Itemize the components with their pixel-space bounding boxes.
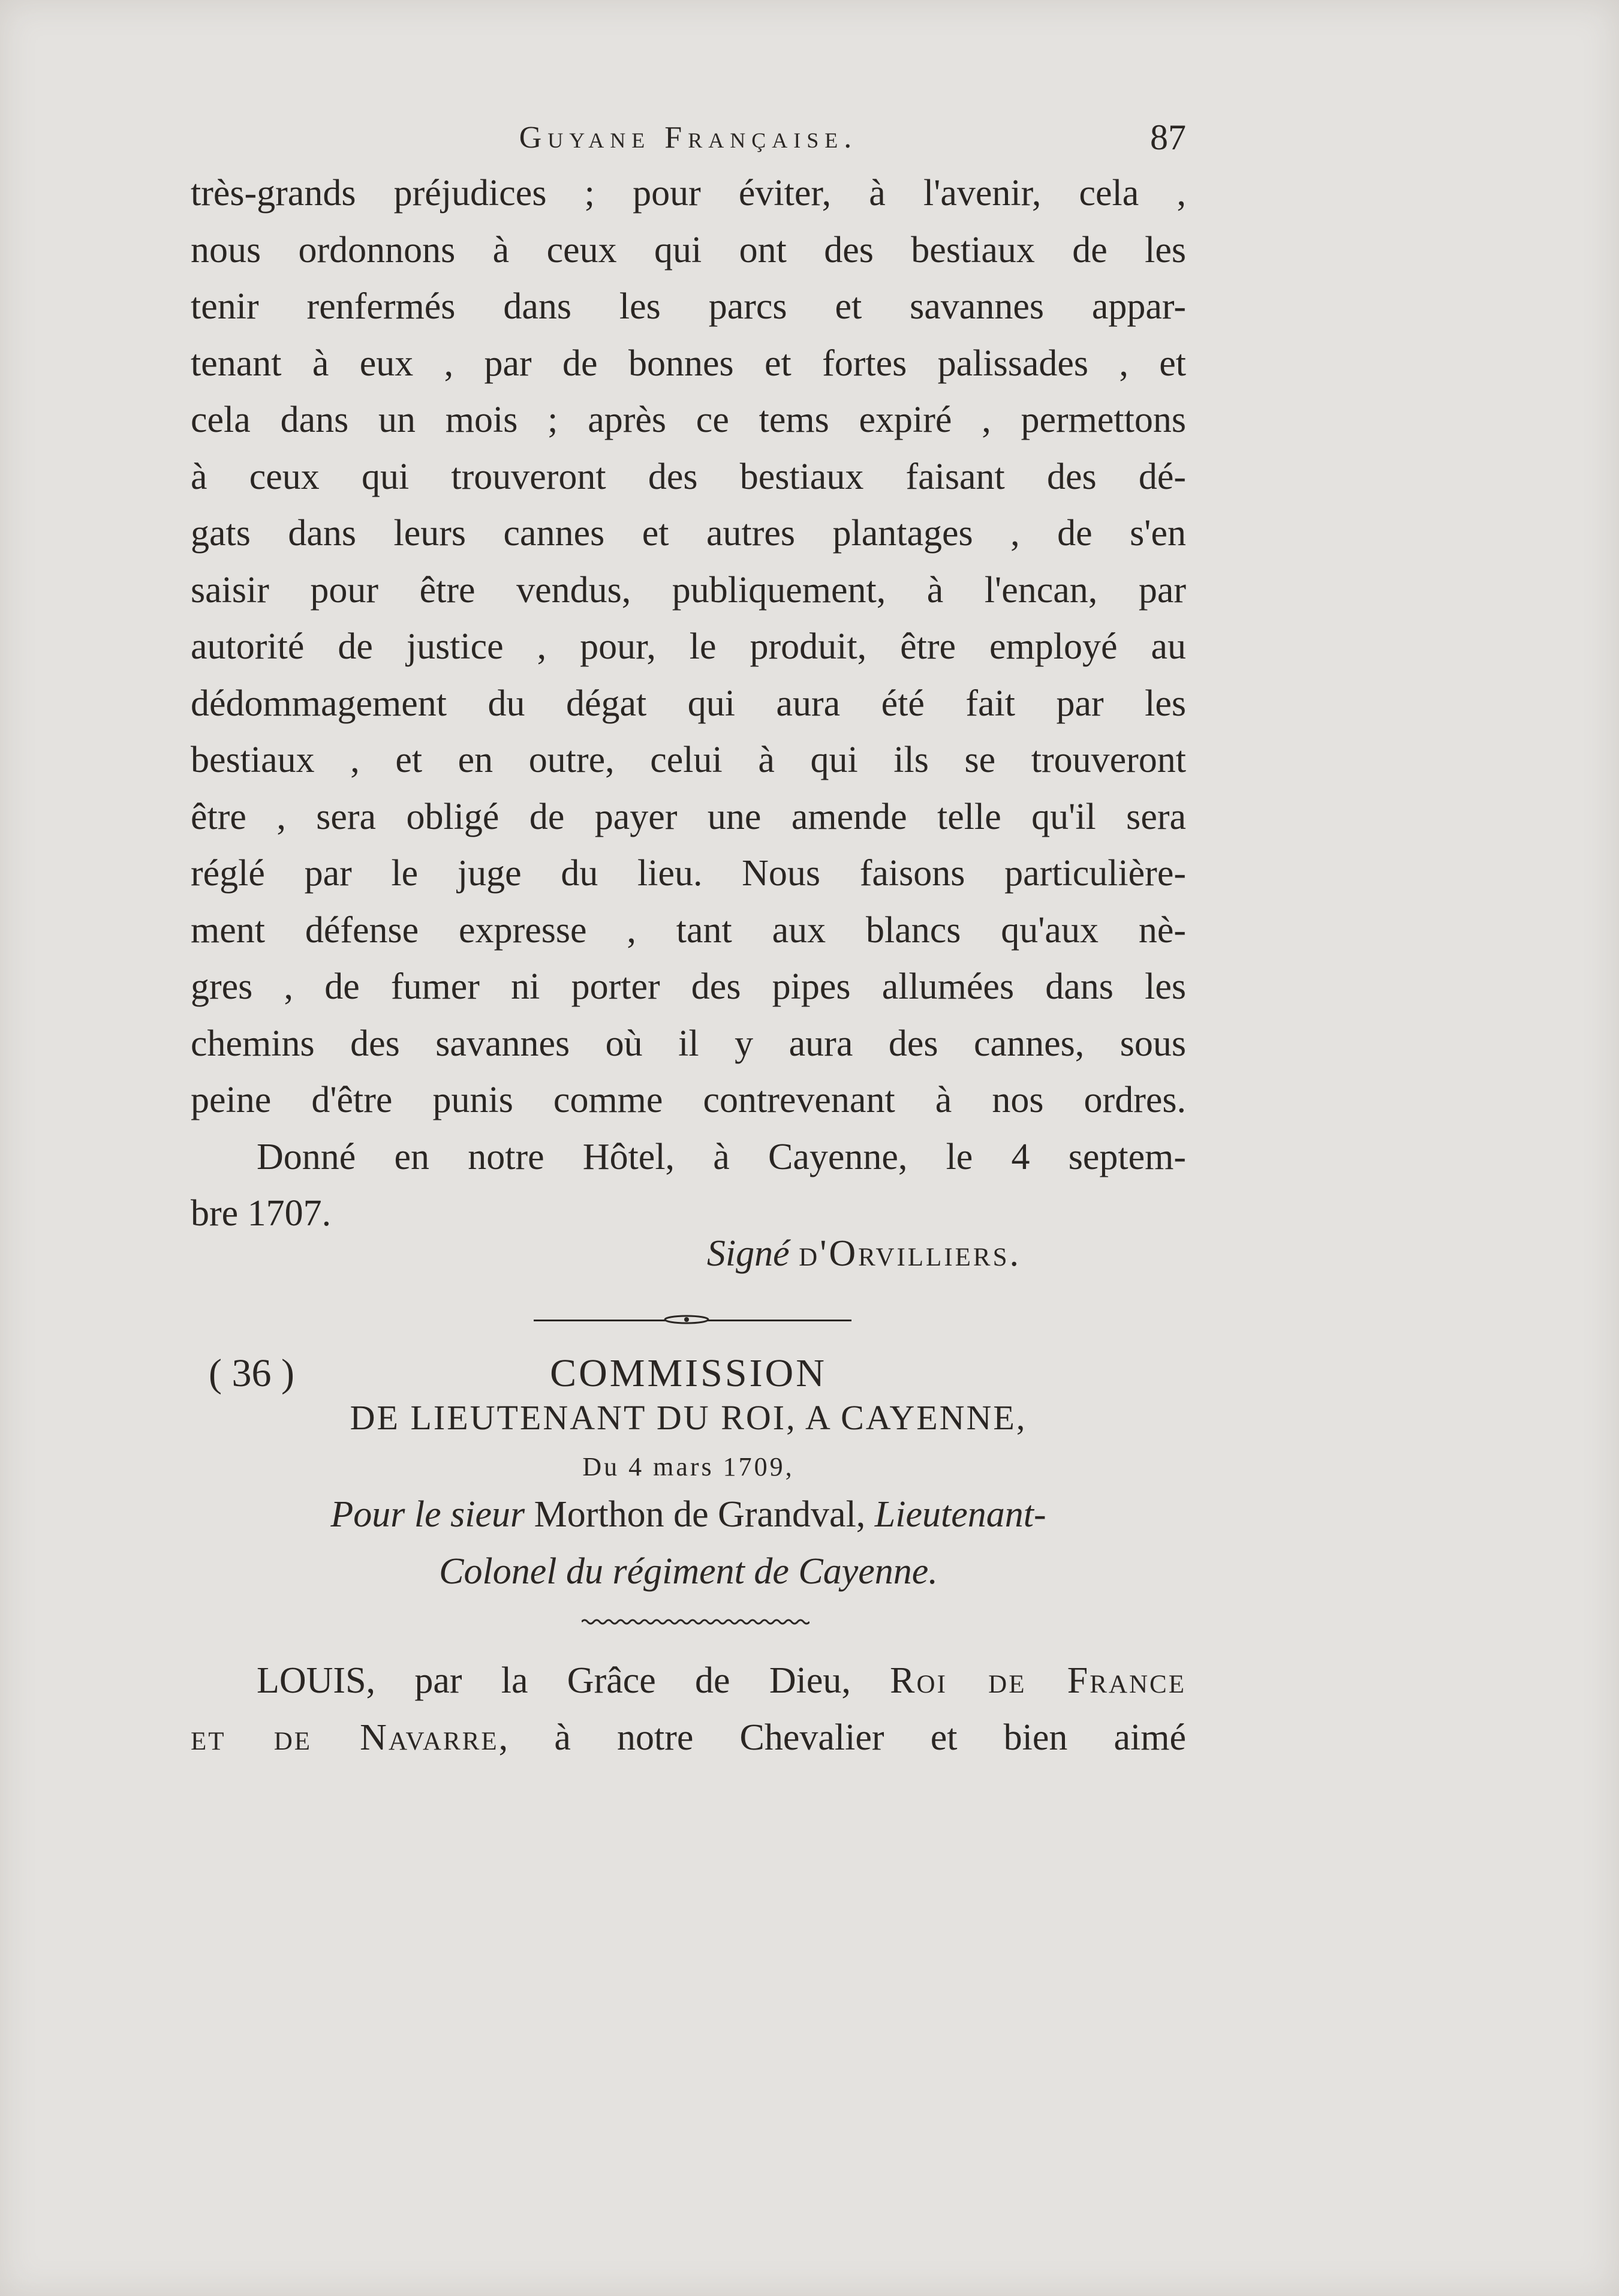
body-line: être , sera obligé de payer une amende telle qu'il sera [191, 796, 1186, 837]
body-line: très-grands préjudices ; pour éviter, à l'avenir, cela , [191, 173, 1186, 214]
body-line: tenant à eux , par de bonnes et fortes palissades , et [191, 342, 1186, 384]
body-line: à ceux qui trouveront des bestiaux faisant des dé- [191, 456, 1186, 497]
section-subtitle: DE LIEUTENANT DU ROI, A CAYENNE, [350, 1398, 1027, 1437]
signature-name: d'Orvilliers. [799, 1233, 1021, 1274]
body-line: tenir renfermés dans les parcs et savannes appar- [191, 286, 1186, 327]
recipient-rank: Lieutenant- [874, 1494, 1046, 1535]
wavy-rule-icon [582, 1618, 810, 1625]
running-header [191, 114, 1186, 162]
page-number: 87 [1150, 118, 1186, 157]
recipient-name: Morthon de Grandval, [534, 1494, 866, 1535]
section-heading [191, 1344, 1186, 1404]
body-line: ment défense expresse , tant aux blancs qu'aux nè- [191, 909, 1186, 951]
opening-line-title: et de Navarre [191, 1717, 499, 1758]
body-line: cela dans un mois ; après ce tems expiré , permettons [191, 399, 1186, 440]
given-line: bre 1707. [191, 1193, 332, 1234]
divider-ornament-icon [663, 1312, 711, 1327]
section-number: ( 36 ) [209, 1351, 294, 1395]
body-line: nous ordonnons à ceux qui ont des bestiaux de les [191, 229, 1186, 271]
ordinance-body [191, 165, 1186, 1242]
opening-line-text: , à notre Chevalier et bien aimé [498, 1717, 1186, 1758]
opening-line [191, 1652, 1186, 1709]
section-date: Du 4 mars 1709, [582, 1452, 795, 1481]
body-line: saisir pour être vendus, publiquement, à l'encan, par [191, 569, 1186, 611]
signature [191, 1233, 1186, 1275]
body-line: dédommagement du dégat qui aura été fait par les [191, 683, 1186, 724]
body-line: gres , de fumer ni porter des pipes allumées dans les [191, 966, 1186, 1007]
body-line: réglé par le juge du lieu. Nous faisons particulière- [191, 853, 1186, 894]
opening-line [191, 1709, 1186, 1766]
opening-line-text: LOUIS, par la Grâce de Dieu, [257, 1660, 851, 1701]
body-line: chemins des savannes où il y aura des cannes, sous [191, 1023, 1186, 1064]
recipient-regiment: Colonel du régiment de Cayenne. [439, 1551, 938, 1592]
body-line: gats dans leurs cannes et autres plantages , de s'en [191, 513, 1186, 554]
section-title: COMMISSION [550, 1351, 827, 1395]
recipient-line [191, 1493, 1186, 1536]
body-line: autorité de justice , pour, le produit, être employé au [191, 626, 1186, 667]
opening-line-title: Roi de France [890, 1660, 1186, 1701]
given-line: Donné en notre Hôtel, à Cayenne, le 4 septem- [257, 1136, 1186, 1177]
body-line: peine d'être punis comme contrevenant à nos ordres. [191, 1080, 1186, 1120]
commission-opening [191, 1652, 1186, 1766]
signature-prefix: Signé [706, 1233, 790, 1274]
body-line: bestiaux , et en outre, celui à qui ils se trouveront [191, 740, 1186, 780]
running-title: Guyane Française. [519, 121, 858, 155]
recipient-prefix: Pour le sieur [330, 1494, 525, 1535]
